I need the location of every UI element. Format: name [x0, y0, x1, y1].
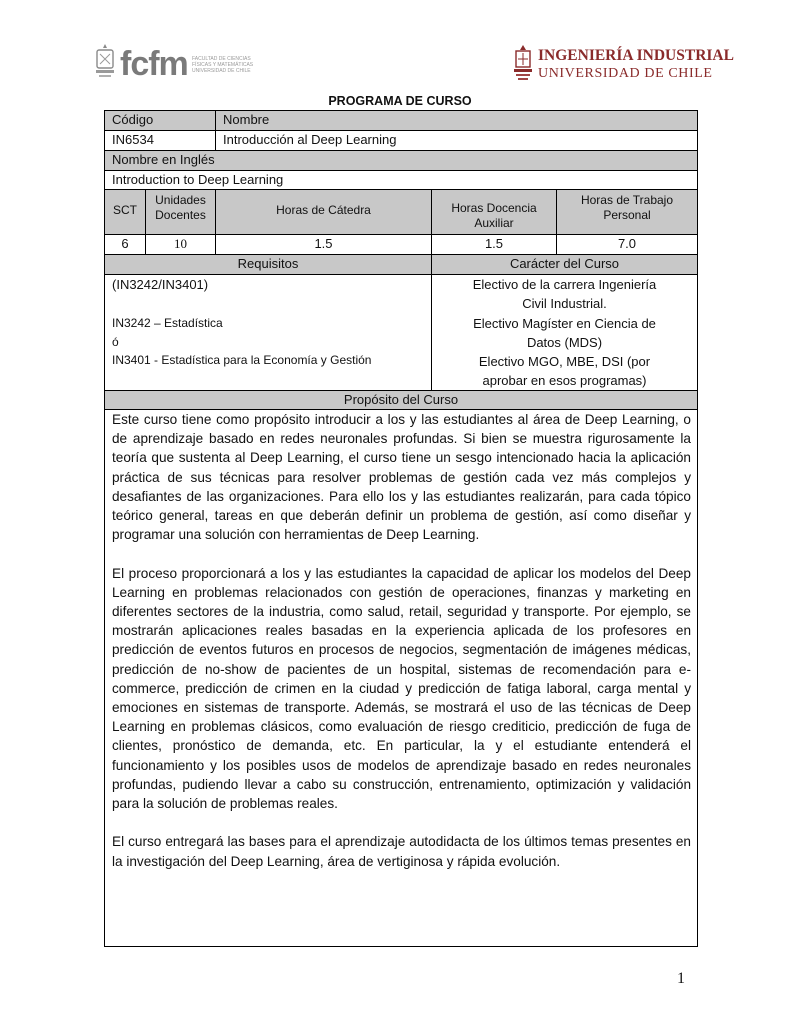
requisitos-line-1: (IN3242/IN3401) — [112, 277, 209, 292]
caracter-line-5: Electivo MGO, MBE, DSI (por — [478, 354, 651, 369]
logo-subtitle: UNIVERSIDAD DE CHILE — [538, 66, 713, 81]
requisitos-line-4: IN3401 - Estadística para la Economía y Gestión — [112, 353, 372, 367]
label-unidades-docentes: Unidades Docentes — [155, 193, 206, 222]
value-horas-catedra: 1.5 — [314, 236, 333, 251]
proposito-body — [112, 410, 691, 890]
university-seal-icon — [94, 42, 116, 82]
caracter-line-3: Electivo Magíster en Ciencia de — [473, 316, 656, 331]
caracter-line-4: Datos (MDS) — [526, 335, 603, 350]
caracter-line-6: aprobar en esos programas) — [482, 373, 647, 388]
caracter-line-2: Civil Industrial. — [522, 296, 607, 311]
requisitos-line-2: IN3242 – Estadística — [112, 316, 223, 330]
label-nombre: Nombre — [223, 112, 270, 127]
label-sct: SCT — [113, 203, 137, 217]
caracter-line-1: Electivo de la carrera Ingeniería — [472, 277, 657, 292]
fcfm-wordmark: fcfm — [120, 45, 188, 83]
university-crest-icon — [512, 44, 534, 84]
label-horas-auxiliar: Horas Docencia Auxiliar — [451, 201, 537, 230]
document-title: PROGRAMA DE CURSO — [328, 94, 472, 108]
value-nombre-ingles: Introduction to Deep Learning — [112, 172, 284, 187]
proposito-paragraph-3: El curso entregará las bases para el aprendizaje autodidacta de los últimos temas presentes en la investigación del Deep Learning, área de vertiginosa y rápida evolución. — [112, 834, 691, 869]
label-nombre-ingles: Nombre en Inglés — [112, 152, 215, 167]
page-number: 1 — [677, 970, 685, 987]
label-caracter: Carácter del Curso — [509, 256, 620, 271]
label-codigo: Código — [112, 112, 154, 127]
value-horas-auxiliar: 1.5 — [484, 236, 504, 251]
value-codigo: IN6534 — [112, 132, 154, 147]
logo-title: INGENIERÍA INDUSTRIAL — [538, 47, 734, 64]
value-unidades-docentes: 10 — [174, 236, 187, 251]
label-proposito: Propósito del Curso — [343, 392, 459, 407]
value-nombre: Introducción al Deep Learning — [223, 132, 397, 147]
proposito-paragraph-1: Este curso tiene como propósito introducir a los y las estudiantes al área de Deep Learning, o de aprendizaje basado en redes neuronales profundas. Si bien se muestra rigurosamente la teoría que sustenta al Deep Learning, el curso tiene un sesgo intencionado hacia la aplicación práctica de sus técnicas para resolver problemas de gestión cada vez más complejos y desafiantes de las organizaciones. Para ello los y las estudiantes realizarán, para cada tópico teórico general, tareas en que deberán definir un problema de gestión, así como diseñar y programar una solución con herramientas de Deep Learning. — [112, 412, 691, 543]
fcfm-logo — [94, 42, 264, 90]
course-program-table — [104, 110, 698, 947]
label-requisitos: Requisitos — [237, 256, 299, 271]
requisitos-line-3: ó — [112, 335, 119, 349]
fcfm-subtext: FACULTAD DE CIENCIAS FÍSICAS Y MATEMÁTICAS UNIVERSIDAD DE CHILE — [192, 56, 254, 74]
value-sct: 6 — [121, 236, 129, 251]
proposito-paragraph-2: El proceso proporcionará a los y las estudiantes la capacidad de aplicar los modelos del Deep Learning en problemas relacionados con gestión de operaciones, finanzas y marketing en diferentes sectores de la industria, como salud, retail, seguridad y transporte. Por ejemplo, se mostrarán aplicaciones reales basadas en la experiencia aplicada de los profesores en predicción de eventos futuros en procesos de negocios, segmentación de imágenes médicas, predicción de no-show de pacientes de un hospital, sistemas de recomendación para e-commerce, predicción de crimen en la ciudad y predicción de fatiga laboral, carga mental y emociones en sistemas de transporte. Además, se mostrará el uso de las técnicas de Deep Learning en problemas clásicos, como evaluación de riesgo crediticio, predicción de fuga de clientes, pronóstico de demanda, etc. En particular, la y el estudiante entenderá el funcionamiento y los posibles usos de modelos de aprendizaje basado en redes neuronales profundas, pudiendo llevar a cabo su construcción, entrenamiento, optimización y validación para la solución de problemas reales. — [112, 565, 691, 812]
value-horas-personal: 7.0 — [617, 236, 637, 251]
label-horas-catedra: Horas de Cátedra — [276, 203, 371, 217]
ingenieria-industrial-logo — [512, 44, 734, 88]
label-horas-personal: Horas de Trabajo Personal — [580, 193, 674, 222]
